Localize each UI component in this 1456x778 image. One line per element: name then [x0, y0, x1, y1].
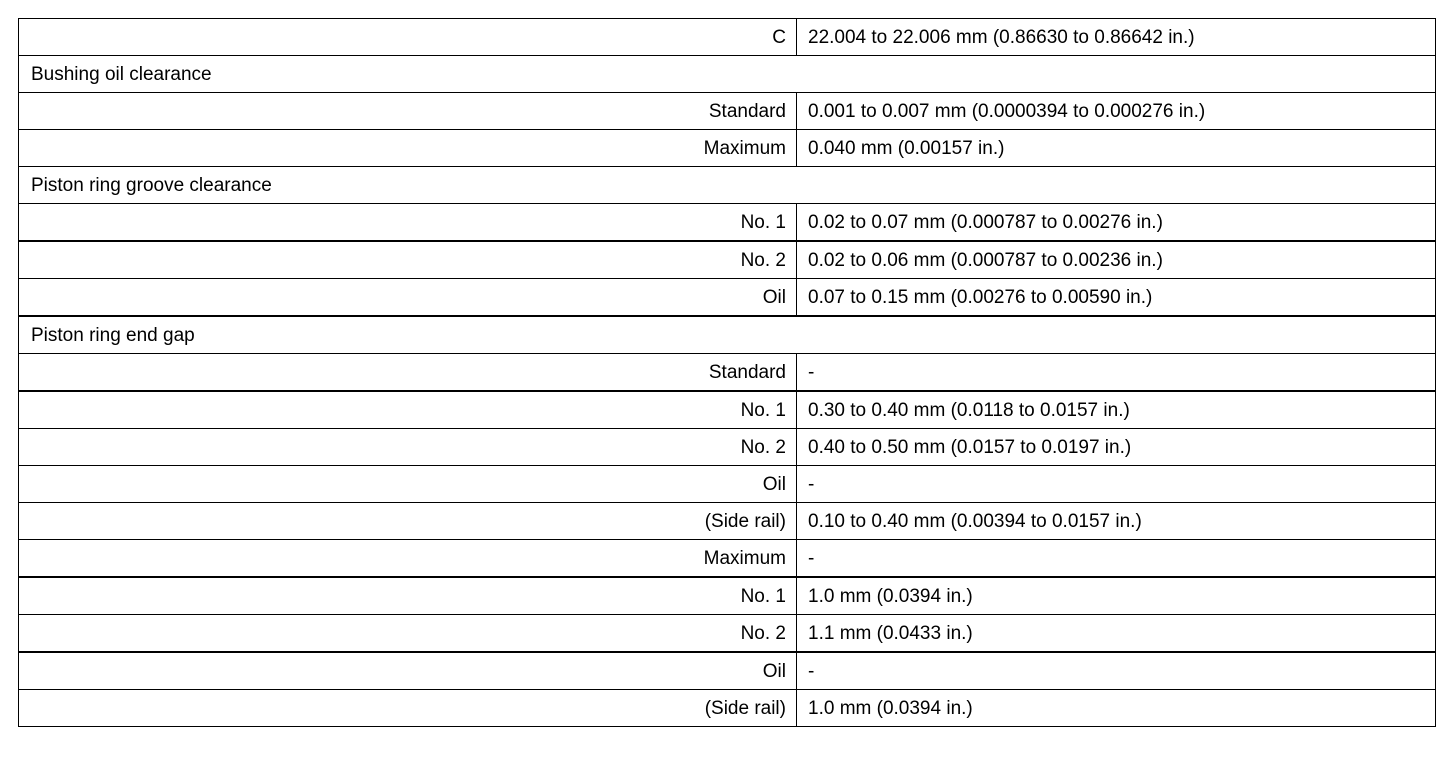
table-row: [19, 93, 1436, 130]
spec-label: No. 2: [19, 615, 797, 653]
table-row: [19, 540, 1436, 578]
spec-value: 0.02 to 0.06 mm (0.000787 to 0.00236 in.): [797, 241, 1436, 279]
spec-label: (Side rail): [19, 503, 797, 540]
spec-value: 0.001 to 0.007 mm (0.0000394 to 0.000276 in.): [797, 93, 1436, 130]
section-title: Piston ring groove clearance: [19, 167, 1436, 204]
spec-label: No. 1: [19, 391, 797, 429]
spec-label: No. 2: [19, 429, 797, 466]
spec-label: Maximum: [19, 540, 797, 578]
spec-value: 1.1 mm (0.0433 in.): [797, 615, 1436, 653]
table-row: [19, 615, 1436, 653]
table-row: [19, 354, 1436, 392]
section-header-row: [19, 56, 1436, 93]
spec-value: 0.02 to 0.07 mm (0.000787 to 0.00276 in.): [797, 204, 1436, 242]
spec-value: -: [797, 354, 1436, 392]
specification-table-body: [19, 19, 1436, 727]
spec-label: No. 2: [19, 241, 797, 279]
table-row: [19, 503, 1436, 540]
specification-table: [18, 18, 1436, 727]
spec-value: 1.0 mm (0.0394 in.): [797, 577, 1436, 615]
spec-value: 1.0 mm (0.0394 in.): [797, 690, 1436, 727]
table-row: [19, 652, 1436, 690]
spec-label: Oil: [19, 652, 797, 690]
spec-label: No. 1: [19, 577, 797, 615]
table-row: [19, 19, 1436, 56]
section-title: Piston ring end gap: [19, 316, 1436, 354]
table-row: [19, 204, 1436, 242]
spec-value: 0.30 to 0.40 mm (0.0118 to 0.0157 in.): [797, 391, 1436, 429]
spec-label: No. 1: [19, 204, 797, 242]
spec-label: Oil: [19, 279, 797, 317]
spec-value: 0.40 to 0.50 mm (0.0157 to 0.0197 in.): [797, 429, 1436, 466]
spec-value: -: [797, 466, 1436, 503]
spec-label: Maximum: [19, 130, 797, 167]
table-row: [19, 241, 1436, 279]
spec-value: 0.040 mm (0.00157 in.): [797, 130, 1436, 167]
table-row: [19, 130, 1436, 167]
table-row: [19, 466, 1436, 503]
table-row: [19, 690, 1436, 727]
section-header-row: [19, 316, 1436, 354]
table-row: [19, 429, 1436, 466]
spec-value: 22.004 to 22.006 mm (0.86630 to 0.86642 in.): [797, 19, 1436, 56]
spec-label: Standard: [19, 354, 797, 392]
spec-label: Oil: [19, 466, 797, 503]
spec-value: 0.07 to 0.15 mm (0.00276 to 0.00590 in.): [797, 279, 1436, 317]
table-row: [19, 577, 1436, 615]
section-header-row: [19, 167, 1436, 204]
table-row: [19, 391, 1436, 429]
spec-value: 0.10 to 0.40 mm (0.00394 to 0.0157 in.): [797, 503, 1436, 540]
spec-value: -: [797, 540, 1436, 578]
table-row: [19, 279, 1436, 317]
spec-label: Standard: [19, 93, 797, 130]
section-title: Bushing oil clearance: [19, 56, 1436, 93]
spec-value: -: [797, 652, 1436, 690]
spec-label: (Side rail): [19, 690, 797, 727]
spec-label: C: [19, 19, 797, 56]
